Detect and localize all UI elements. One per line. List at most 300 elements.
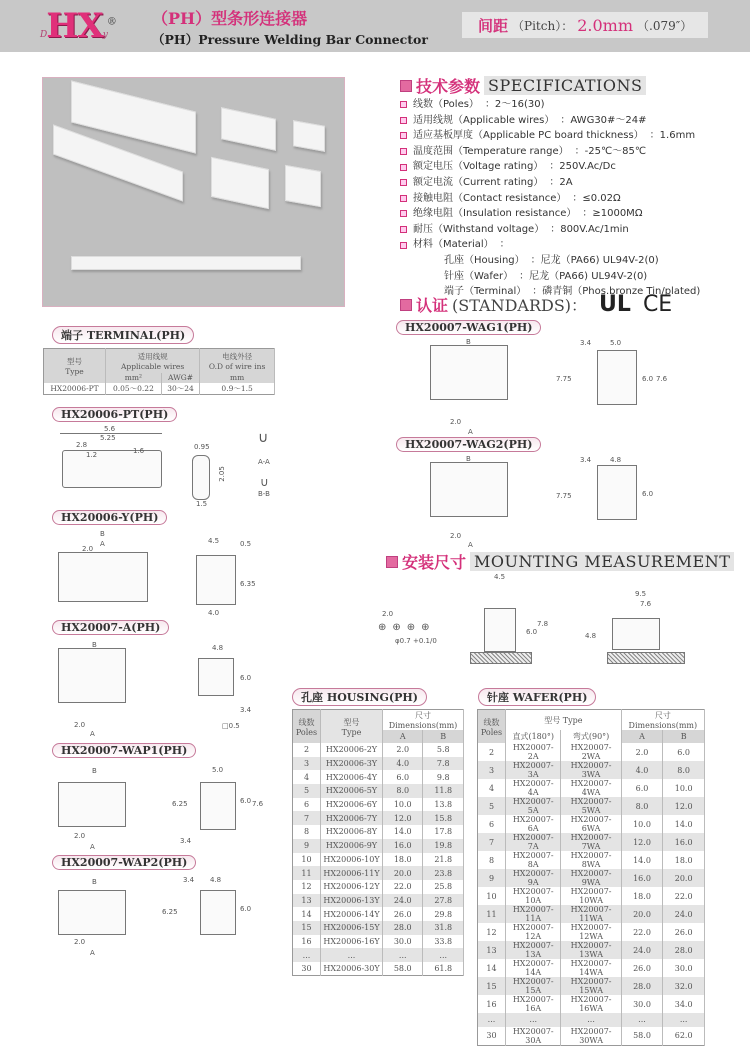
b-header: B <box>663 730 705 743</box>
table-cell: 13 <box>478 941 506 959</box>
dim-label: A-A <box>258 458 270 466</box>
wag2-front-drawing <box>430 462 508 517</box>
table-cell: 14.0 <box>663 815 705 833</box>
dim-label: 7.6 <box>252 800 264 808</box>
dim-label: 7.75 <box>556 492 572 500</box>
table-cell: 4 <box>293 770 321 784</box>
dim-label: 6.0 <box>526 628 538 636</box>
table-cell: 23.8 <box>423 866 464 880</box>
table-cell: 15.8 <box>423 811 464 825</box>
table-cell: ... <box>478 1013 506 1027</box>
table-cell: 8.0 <box>383 784 423 798</box>
table-cell: 11 <box>293 866 321 880</box>
wap1-front-drawing <box>58 782 126 827</box>
table-cell: HX20006-15Y <box>321 921 383 935</box>
housing-side-drawing <box>196 555 236 605</box>
table-cell: ... <box>621 1013 663 1027</box>
specifications-list <box>400 97 700 300</box>
table-cell: 58.0 <box>383 962 423 976</box>
mounting-title <box>386 550 734 573</box>
table-cell: HX20006-7Y <box>321 811 383 825</box>
dim-label: 6.35 <box>240 580 256 588</box>
square-bullet-icon <box>400 299 412 311</box>
bullet-icon <box>400 132 407 139</box>
spec-item <box>400 237 700 253</box>
table-cell: 18.0 <box>383 853 423 867</box>
wafer-table <box>477 709 705 1046</box>
hx-logo <box>40 6 116 46</box>
dim-label: 7.6 <box>656 375 668 383</box>
table-cell: 5.8 <box>423 743 464 757</box>
product-photo <box>42 77 345 307</box>
table-cell: 61.8 <box>423 962 464 976</box>
dim-label: 6.25 <box>162 908 178 916</box>
mount-horizontal-drawing <box>612 618 660 650</box>
type-header: 型号 Type <box>506 710 622 731</box>
drawing-label-wag1: HX20007-WAG1(PH) <box>396 320 541 335</box>
drawing-label-wap2: HX20007-WAP2(PH) <box>52 855 196 870</box>
dim-label: A <box>90 730 95 738</box>
table-cell: 3 <box>293 757 321 771</box>
table-cell: 19.8 <box>423 839 464 853</box>
table-row <box>293 866 464 880</box>
table-cell: ... <box>321 948 383 962</box>
dim-label: 3.4 <box>580 339 592 347</box>
dim-label: 7.75 <box>556 375 572 383</box>
housing-pill: 孔座 HOUSING(PH) <box>292 688 427 706</box>
table-cell: 14.0 <box>383 825 423 839</box>
table-cell: ... <box>506 1013 561 1027</box>
dim-label: 2.0 <box>382 610 394 618</box>
standards-title-cn: 认证 <box>416 296 449 315</box>
standards-title <box>400 292 672 317</box>
table-cell: HX20007-2A <box>506 743 561 761</box>
terminal-front-drawing <box>192 455 210 500</box>
table-row <box>478 887 705 905</box>
table-cell: HX20006-11Y <box>321 866 383 880</box>
table-cell: 6 <box>478 815 506 833</box>
dim-label: 2.0 <box>82 545 94 553</box>
dim-label: 2.0 <box>74 938 86 946</box>
dim-label: 2.8 <box>76 441 88 449</box>
table-row <box>478 869 705 887</box>
logo-right-mark: y <box>102 30 107 40</box>
table-cell: 28.0 <box>383 921 423 935</box>
material-value: ：尼龙（PA66) UL94V-2(0) <box>530 254 659 266</box>
dim-label: 2.0 <box>74 832 86 840</box>
table-cell: HX20006-8Y <box>321 825 383 839</box>
spec-label: 适应基板厚度（Applicable PC board thickness） <box>413 130 644 142</box>
table-cell: 24.0 <box>383 894 423 908</box>
table-cell: 31.8 <box>423 921 464 935</box>
table-cell: 4.0 <box>383 757 423 771</box>
bullet-icon <box>400 195 407 202</box>
straight-header: 直式(180°) <box>506 730 561 743</box>
table-cell: 8.0 <box>663 761 705 779</box>
table-cell: 34.0 <box>663 995 705 1013</box>
table-cell: 9 <box>293 839 321 853</box>
spec-label: 额定电压（Voltage rating） <box>413 161 544 173</box>
spec-item <box>400 175 700 191</box>
dim-label: 4.8 <box>212 644 224 652</box>
table-row <box>293 894 464 908</box>
table-cell: 6.0 <box>663 743 705 761</box>
drawing-label-wag2: HX20007-WAG2(PH) <box>396 437 541 452</box>
table-cell: 33.8 <box>423 935 464 949</box>
spec-label: 绝缘电阻（Insulation resistance） <box>413 208 577 220</box>
table-cell: 30 <box>293 962 321 976</box>
wafer-front-drawing <box>58 648 126 703</box>
drawing-label-pt: HX20006-PT(PH) <box>52 407 177 422</box>
dim-label: φ0.7 +0.1/0 <box>395 637 437 645</box>
table-row <box>293 907 464 921</box>
dim-label: B <box>92 641 97 649</box>
terminal-pill: 端子 TERMINAL(PH) <box>52 326 194 344</box>
table-cell: ... <box>293 948 321 962</box>
table-cell: HX20007-9A <box>506 869 561 887</box>
housing-2pin-part <box>293 120 325 152</box>
table-cell: 8.0 <box>621 797 663 815</box>
table-cell: 24.0 <box>663 905 705 923</box>
dim-label: 3.4 <box>180 837 192 845</box>
table-cell: 16 <box>293 935 321 949</box>
dim-label: 5.6 <box>104 425 116 433</box>
dim-label: A <box>468 541 473 549</box>
spec-item <box>400 191 700 207</box>
table-cell: 22.0 <box>621 923 663 941</box>
pitch-cn: 间距 <box>478 16 509 35</box>
table-cell: 9 <box>478 869 506 887</box>
logo-left-mark: D <box>40 30 47 40</box>
table-cell: 28.0 <box>663 941 705 959</box>
table-cell: 29.8 <box>423 907 464 921</box>
table-row <box>478 1013 705 1027</box>
material-value: ：磷青铜（Phos.bronze Tin/plated) <box>532 286 701 298</box>
table-cell: 16.0 <box>621 869 663 887</box>
dim-label: 4.8 <box>210 876 222 884</box>
spec-value: ：1.6mm <box>649 130 696 142</box>
table-cell: 21.8 <box>423 853 464 867</box>
table-row <box>293 962 464 976</box>
bullet-icon <box>400 101 407 108</box>
wafer-side-drawing <box>198 658 234 696</box>
table-cell: 10 <box>293 853 321 867</box>
table-cell: HX20006-16Y <box>321 935 383 949</box>
table-cell: 10.0 <box>383 798 423 812</box>
table-cell: HX20007-9WA <box>561 869 621 887</box>
table-cell: 4 <box>478 779 506 797</box>
table-cell: 2.0 <box>383 743 423 757</box>
mount-vertical-drawing <box>484 608 516 652</box>
drawing-label-wap1: HX20007-WAP1(PH) <box>52 743 196 758</box>
table-cell: 20.0 <box>663 869 705 887</box>
table-cell: HX20006-2Y <box>321 743 383 757</box>
dim-label: 4.0 <box>208 609 220 617</box>
dim-label: 6.0 <box>642 490 654 498</box>
terminal-strip-part <box>71 256 301 270</box>
spec-item <box>400 144 700 160</box>
table-row <box>293 853 464 867</box>
dim-label: 4.8 <box>585 632 597 640</box>
table-cell: HX20006-6Y <box>321 798 383 812</box>
spec-label: 温度范围（Temperature range） <box>413 145 569 157</box>
table-cell: HX20007-16WA <box>561 995 621 1013</box>
specifications-title <box>400 74 646 97</box>
dim-label: B <box>466 338 471 346</box>
spec-value: ：≤0.02Ω <box>572 192 621 204</box>
table-row <box>478 977 705 995</box>
spec-item <box>400 128 700 144</box>
table-row <box>293 798 464 812</box>
dim-label: 3.4 <box>183 876 195 884</box>
dim-label: 1.5 <box>196 500 208 508</box>
bullet-icon <box>400 117 407 124</box>
wafer-2pin-part <box>285 165 321 207</box>
spec-label: 材料（Material） <box>413 239 494 251</box>
poles-header: 线数 Poles <box>293 710 321 744</box>
od-header: 电线外径 O.D of wire ins <box>200 349 275 373</box>
table-row <box>293 825 464 839</box>
table-cell: 22.0 <box>383 880 423 894</box>
table-row <box>293 811 464 825</box>
dim-label: B <box>100 530 105 538</box>
terminal-table <box>43 348 275 395</box>
table-cell: HX20007-15A <box>506 977 561 995</box>
table-cell: 7 <box>293 811 321 825</box>
table-cell: 62.0 <box>663 1027 705 1046</box>
dim-label: 4.5 <box>494 573 506 581</box>
table-cell: 30.0 <box>383 935 423 949</box>
spec-label: 额定电流（Current rating） <box>413 176 544 188</box>
table-cell: 14 <box>293 907 321 921</box>
wag1-side-drawing <box>597 350 637 405</box>
dim-label: A <box>100 540 105 548</box>
table-cell: 28.0 <box>621 977 663 995</box>
bullet-icon <box>400 242 407 249</box>
table-cell: HX20006-4Y <box>321 770 383 784</box>
mm-header: mm <box>200 373 275 383</box>
table-row <box>293 880 464 894</box>
spec-label: 耐压（Withstand voltage） <box>413 223 545 235</box>
dim-label: 6.0 <box>642 375 654 383</box>
table-cell: 11 <box>478 905 506 923</box>
title-cn: （PH）型条形连接器 <box>152 9 308 28</box>
table-cell: HX20007-13WA <box>561 941 621 959</box>
table-row <box>293 743 464 757</box>
table-cell: HX20007-14A <box>506 959 561 977</box>
table-cell: 14 <box>478 959 506 977</box>
table-cell: 7.8 <box>423 757 464 771</box>
table-cell: HX20007-11A <box>506 905 561 923</box>
table-cell: 10 <box>478 887 506 905</box>
table-cell: HX20007-6A <box>506 815 561 833</box>
material-item <box>400 253 700 269</box>
table-cell: HX20007-14WA <box>561 959 621 977</box>
poles-header: 线数 Poles <box>478 710 506 744</box>
wafer-4pin-part <box>211 157 269 209</box>
cell-mm2: 0.05～0.22 <box>106 383 162 395</box>
table-cell: 6 <box>293 798 321 812</box>
table-cell: HX20007-10A <box>506 887 561 905</box>
table-cell: 20.0 <box>383 866 423 880</box>
table-cell: HX20007-5WA <box>561 797 621 815</box>
table-row <box>478 779 705 797</box>
table-cell: 12.0 <box>383 811 423 825</box>
dim-label: 1.6 <box>133 447 145 455</box>
table-cell: 12.0 <box>621 833 663 851</box>
table-row <box>478 995 705 1013</box>
table-cell: HX20007-13A <box>506 941 561 959</box>
table-cell: HX20007-8WA <box>561 851 621 869</box>
table-cell: HX20007-30A <box>506 1027 561 1046</box>
bullet-icon <box>400 210 407 217</box>
table-cell: 30.0 <box>621 995 663 1013</box>
square-bullet-icon <box>400 80 412 92</box>
registered-mark: ® <box>106 16 116 28</box>
table-row <box>44 383 275 395</box>
dim-label: 0.95 <box>194 443 210 451</box>
table-cell: ... <box>383 948 423 962</box>
mm2-header: mm² <box>106 373 162 383</box>
a-header: A <box>621 730 663 743</box>
spec-label: 线数（Poles） <box>413 99 479 110</box>
table-cell: 30.0 <box>663 959 705 977</box>
specifications-title-cn: 技术参数 <box>416 77 481 96</box>
table-row <box>478 959 705 977</box>
ce-certification-icon: CE <box>642 292 673 317</box>
dim-label: B-B <box>258 490 270 498</box>
table-cell: 58.0 <box>621 1027 663 1046</box>
table-row <box>293 757 464 771</box>
table-cell: ... <box>423 948 464 962</box>
table-row <box>293 935 464 949</box>
spec-item <box>400 113 700 129</box>
table-cell: 6.0 <box>621 779 663 797</box>
spec-label: 适用线规（Applicable wires） <box>413 114 555 126</box>
spec-item <box>400 159 700 175</box>
type-header: 型号 Type <box>44 349 106 383</box>
dim-label: 6.0 <box>240 905 252 913</box>
table-cell: 13 <box>293 894 321 908</box>
table-row <box>478 851 705 869</box>
table-cell: HX20007-7WA <box>561 833 621 851</box>
table-cell: HX20006-5Y <box>321 784 383 798</box>
a-header: A <box>383 730 423 743</box>
table-cell: 2 <box>293 743 321 757</box>
table-cell: HX20007-5A <box>506 797 561 815</box>
bullet-icon <box>400 179 407 186</box>
table-row <box>478 941 705 959</box>
table-cell: 26.0 <box>383 907 423 921</box>
bullet-icon <box>400 226 407 233</box>
square-bullet-icon <box>386 556 398 568</box>
u-section-icon: ∪ <box>260 475 269 489</box>
pitch-inch: （.079″） <box>637 18 693 33</box>
dim-label: 2.0 <box>450 532 462 540</box>
mounting-title-cn: 安装尺寸 <box>402 553 467 572</box>
spec-value: ：250V.Ac/Dc <box>549 161 616 173</box>
cell-od: 0.9～1.5 <box>200 383 275 395</box>
table-cell: HX20006-13Y <box>321 894 383 908</box>
spec-item <box>400 222 700 238</box>
wag1-front-drawing <box>430 345 508 400</box>
table-cell: 9.8 <box>423 770 464 784</box>
table-cell: 16 <box>478 995 506 1013</box>
dim-label: 7.8 <box>537 620 549 628</box>
table-cell: ... <box>561 1013 621 1027</box>
table-row <box>478 923 705 941</box>
pcb-board-hatch <box>470 652 532 664</box>
table-cell: 16.0 <box>383 839 423 853</box>
dim-label: 2.0 <box>450 418 462 426</box>
dim-label: 2.0 <box>74 721 86 729</box>
title-en: （PH）Pressure Welding Bar Connector <box>152 32 428 47</box>
mounting-title-en: MOUNTING MEASUREMENT <box>470 552 734 571</box>
table-cell: HX20006-3Y <box>321 757 383 771</box>
awg-header: AWG# <box>161 373 199 383</box>
type-header: 型号 Type <box>321 710 383 744</box>
table-cell: 18.0 <box>621 887 663 905</box>
wap1-side-drawing <box>200 782 236 830</box>
table-cell: 12 <box>478 923 506 941</box>
dim-label: B <box>466 455 471 463</box>
ul-certification-icon: UL <box>599 292 631 317</box>
table-cell: HX20007-8A <box>506 851 561 869</box>
spec-label: 接触电阻（Contact resistance） <box>413 192 567 204</box>
table-cell: 20.0 <box>621 905 663 923</box>
table-cell: 18.0 <box>663 851 705 869</box>
dim-label: 5.25 <box>100 434 116 442</box>
material-item <box>400 269 700 285</box>
table-cell: 2.0 <box>621 743 663 761</box>
table-cell: 30 <box>478 1027 506 1046</box>
spec-value: ：AWG30#～24# <box>560 114 647 126</box>
table-cell: HX20007-30WA <box>561 1027 621 1046</box>
b-header: B <box>423 730 464 743</box>
pcb-hole-pattern-icon: ⊕⊕⊕⊕ <box>378 622 436 633</box>
table-cell: HX20007-2WA <box>561 743 621 761</box>
dim-label: 5.0 <box>610 339 622 347</box>
table-cell: 8 <box>478 851 506 869</box>
material-label: 针座（Wafer） <box>444 270 514 282</box>
table-cell: HX20007-4WA <box>561 779 621 797</box>
table-row <box>293 784 464 798</box>
pitch-value: 2.0mm <box>577 15 633 35</box>
dim-label: A <box>90 843 95 851</box>
dim-label: 1.2 <box>86 451 98 459</box>
wires-header: 适用线规 Applicable wires <box>106 349 200 373</box>
cell-awg: 30～24 <box>161 383 199 395</box>
terminal-side-drawing <box>62 450 162 488</box>
table-row <box>293 770 464 784</box>
wafer-pill: 针座 WAFER(PH) <box>478 688 596 706</box>
table-cell: HX20007-12WA <box>561 923 621 941</box>
dim-label: B <box>92 767 97 775</box>
table-cell: 4.0 <box>621 761 663 779</box>
table-cell: 11.8 <box>423 784 464 798</box>
wag2-side-drawing <box>597 465 637 520</box>
wap2-side-drawing <box>200 890 236 935</box>
table-row <box>478 797 705 815</box>
table-row <box>293 839 464 853</box>
table-cell: HX20007-4A <box>506 779 561 797</box>
dims-header: 尺寸Dimensions(mm) <box>621 710 704 731</box>
table-cell: HX20006-9Y <box>321 839 383 853</box>
dim-label: 4.5 <box>208 537 220 545</box>
table-cell: 12 <box>293 880 321 894</box>
dim-label: 6.0 <box>240 674 252 682</box>
spec-value: ：800V.Ac/1min <box>550 223 629 235</box>
